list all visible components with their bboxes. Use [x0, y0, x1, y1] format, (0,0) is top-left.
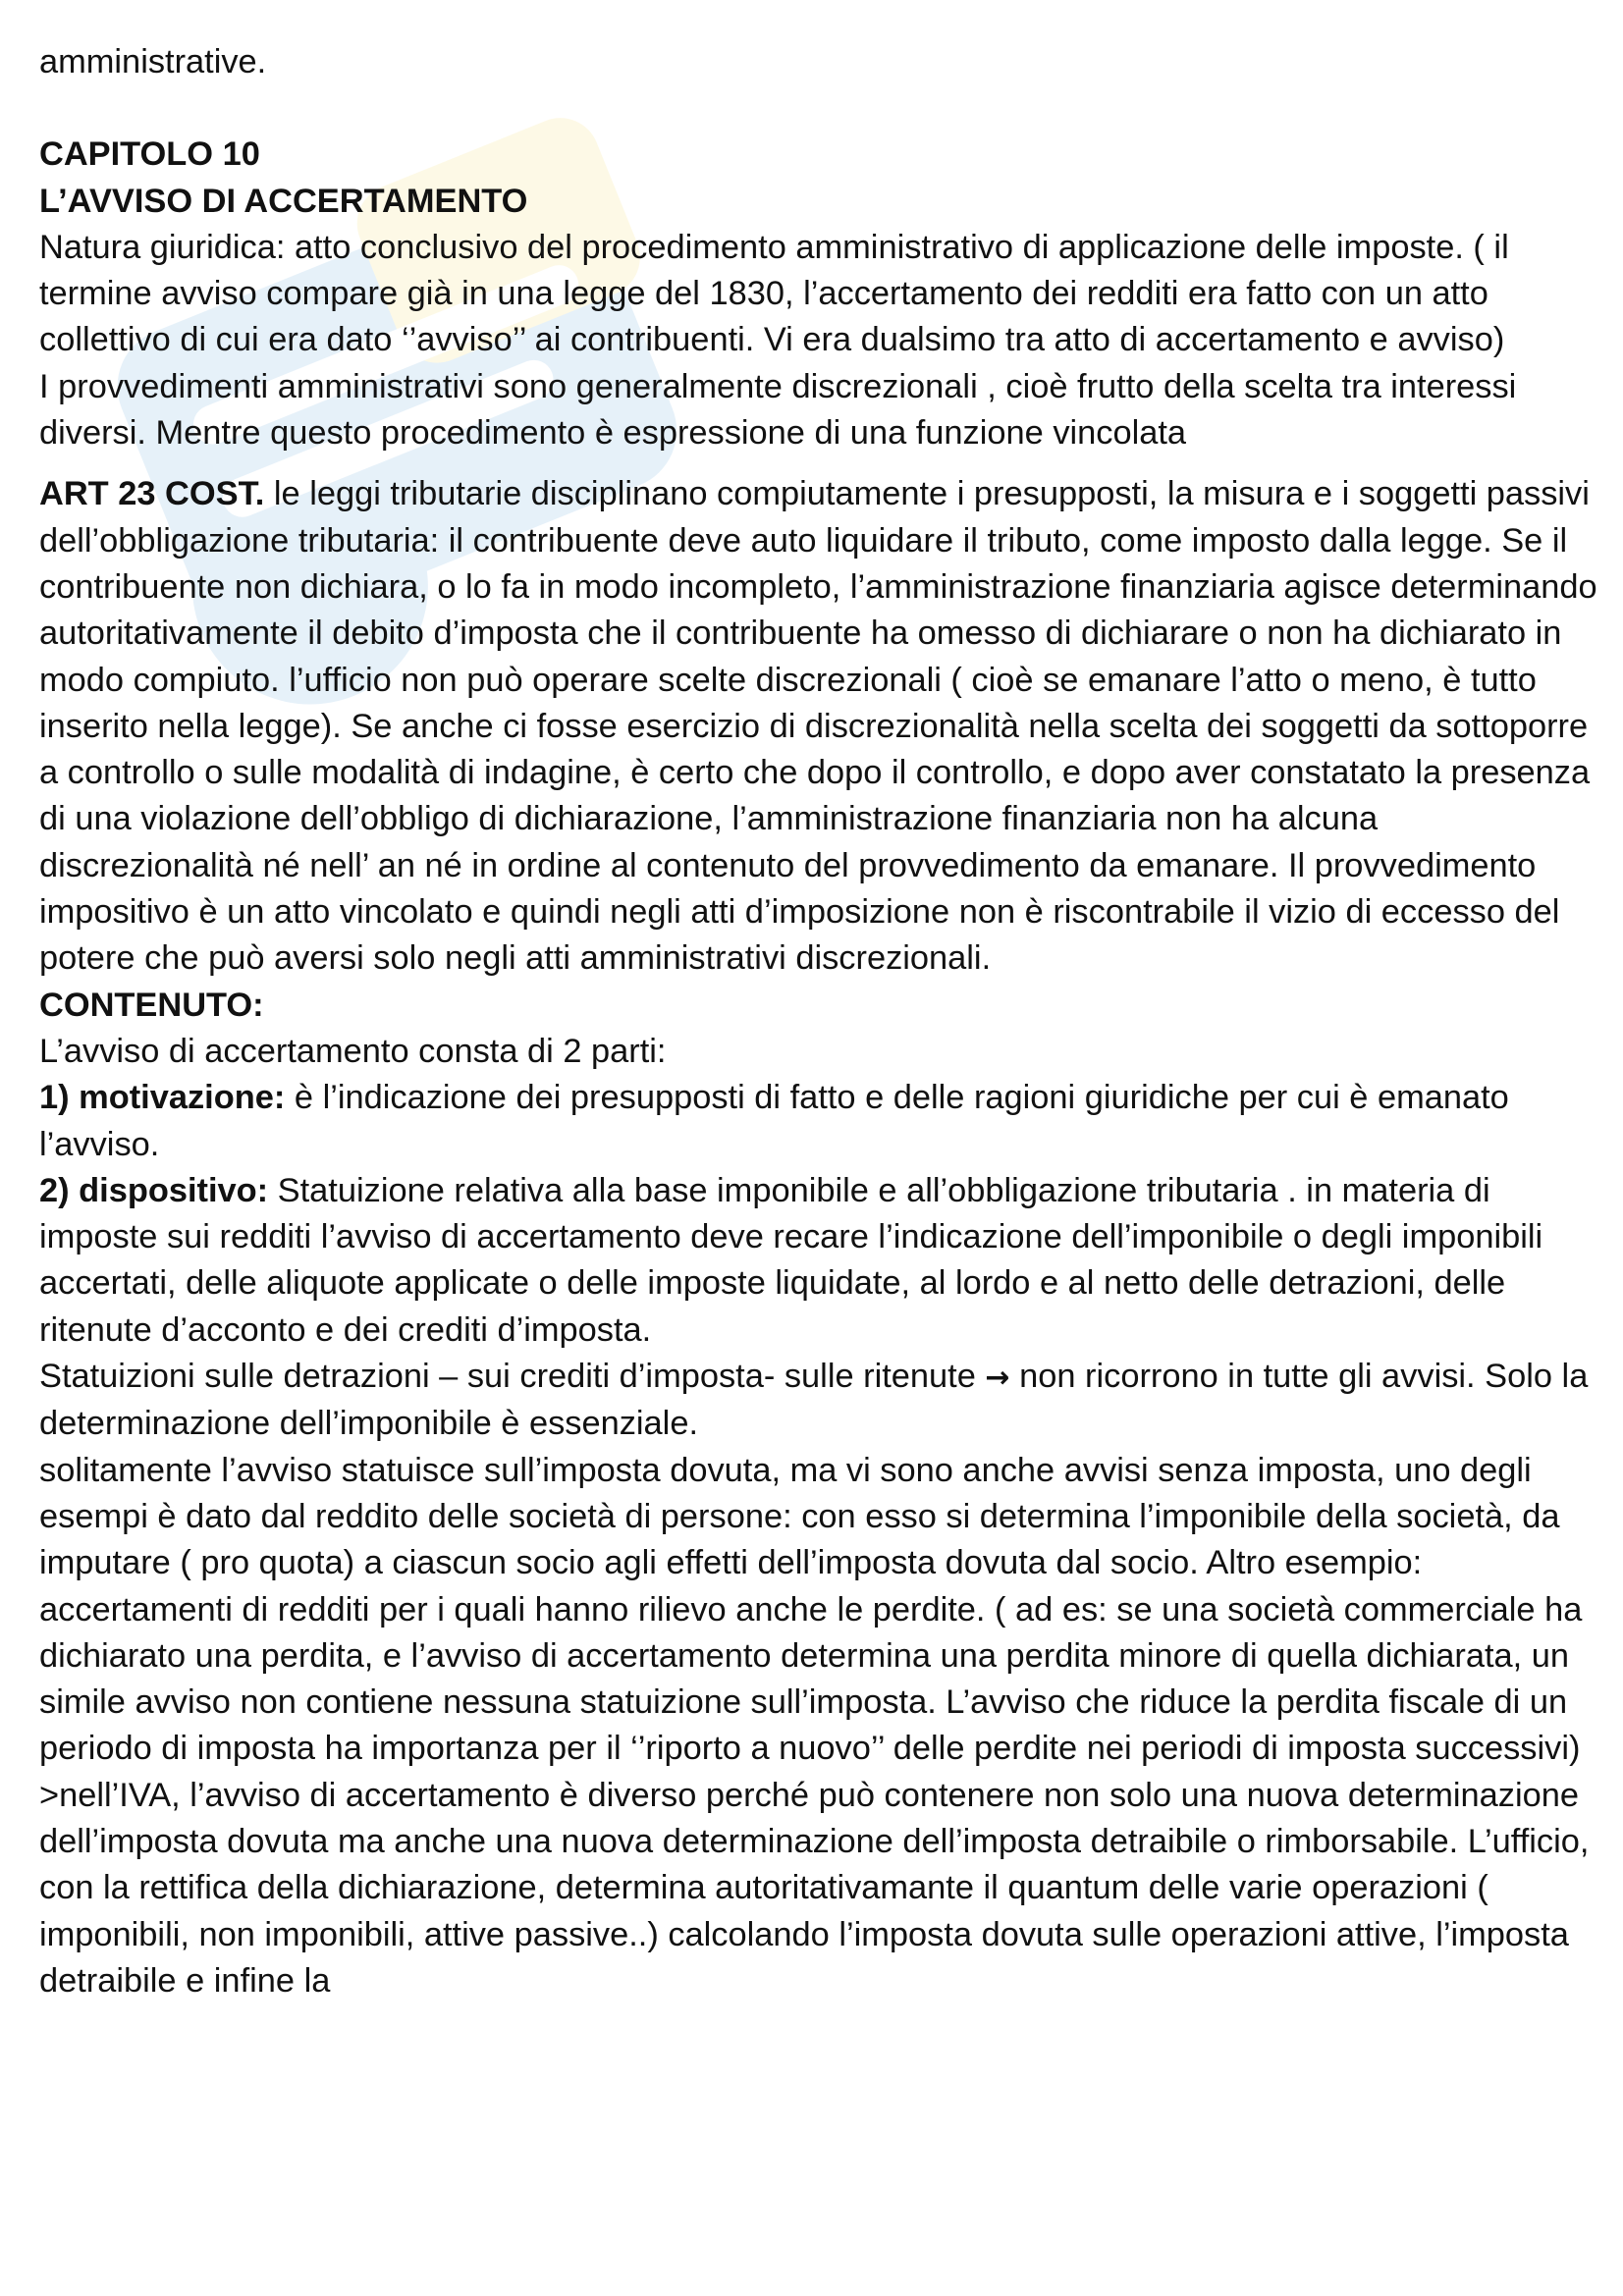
spacer	[39, 456, 1600, 471]
chapter-title: L’AVVISO DI ACCERTAMENTO	[39, 182, 528, 220]
iva-paragraph: >nell’IVA, l’avviso di accertamento è diverso perché può contenere non solo una nuova determinazione dell’imposta dovuta ma anche una nuova determinazione dell’imposta detraibile o rimborsabile. L’ufficio, con la rettifica della dichiarazione, determina autoritativamante il quantum delle varie operazioni ( imponibili, non imponibili, attive passive..) calcolando l’imposta dovuta sulle operazioni attive, l’imposta detraibile e infine la	[39, 1776, 1590, 2000]
intro-line: amministrative.	[39, 43, 267, 80]
art23-paragraph	[39, 471, 1600, 982]
art23-text: le leggi tributarie disciplinano compiutamente i presupposti, la misura e i soggetti passivi dell’obbligazione tributaria: il contribuente deve auto liquidare il tributo, come imposto dalla legge. Se il contribuente non dichiara, o lo fa in modo incompleto, l’amministrazione finanziaria agisce determinando autoritativamente il debito d’imposta che il contribuente ha omesso di dichiarare o non ha dichiarato in modo compiuto. l’ufficio non può operare scelte discrezionali ( cioè se emanare l’atto o meno, è tutto inserito nella legge). Se anche ci fosse esercizio di discrezionalità nella scelta dei soggetti da sottoporre a controllo o sulle modalità di indagine, è certo che dopo il controllo, e dopo aver constatato la presenza di una violazione dell’obbligo di dichiarazione, l’amministrazione finanziaria non ha alcuna discrezionalità né nell’ an né in ordine al contenuto del provvedimento da emanare. Il provvedimento impositivo è un atto vincolato e quindi negli atti d’imposizione non è riscontrabile il vizio di eccesso del potere che può aversi solo negli atti amministrativi discrezionali.	[39, 475, 1597, 978]
statuizioni-before: Statuizioni sulle detrazioni – sui crediti d’imposta- sulle ritenute	[39, 1358, 986, 1396]
document-page	[39, 39, 1600, 2004]
nature-paragraph: Natura giuridica: atto conclusivo del procedimento amministrativo di applicazione delle imposte. ( il termine avviso compare già in una legge del 1830, l’accertamento dei redditi era fatto con un atto collettivo di cui era dato ‘’avviso’’ ai contribuenti. Vi era dualsimo tra atto di accertamento e avviso)	[39, 228, 1509, 359]
spacer	[39, 85, 1600, 132]
contenuto-intro: L’avviso di accertamento consta di 2 parti:	[39, 1032, 667, 1070]
art23-label: ART 23 COST.	[39, 475, 265, 513]
dispositivo-paragraph	[39, 1168, 1600, 1354]
statuizioni-paragraph	[39, 1354, 1600, 1448]
dispositivo-text: Statuizione relativa alla base imponibile e all’obbligazione tributaria . in materia di imposte sui redditi l’avviso di accertamento deve recare l’indicazione dell’imponibile o degli imponibili accertati, delle aliquote applicate o delle imposte liquidate, al lordo e al netto delle detrazioni, delle ritenute d’acconto e dei crediti d’imposta.	[39, 1171, 1543, 1349]
statuizioni-after: non ricorrono in tutte gli avvisi. Solo la determinazione dell’imponibile è essenziale.	[39, 1358, 1589, 1443]
motivazione-paragraph	[39, 1075, 1600, 1168]
solitamente-paragraph: solitamente l’avviso statuisce sull’imposta dovuta, ma vi sono anche avvisi senza imposta, uno degli esempi è dato dal reddito delle società di persone: con esso si determina l’imponibile della società, da imputare ( pro quota) a ciascun socio agli effetti dell’imposta dovuta dal socio. Altro esempio: accertamenti di redditi per i quali hanno rilievo anche le perdite. ( ad es: se una società commerciale ha dichiarato una perdita, e l’avviso di accertamento determina una perdita minore di quella dichiarata, un simile avviso non contiene nessuna statuizione sull’imposta. L’avviso che riduce la perdita fiscale di un periodo di imposta ha importanza per il ‘’riporto a nuovo’’ delle perdite nei periodi di imposta successivi)	[39, 1451, 1583, 1768]
motivazione-label: 1) motivazione:	[39, 1079, 286, 1117]
arrow-right-icon: →	[985, 1361, 1010, 1396]
chapter-label: CAPITOLO 10	[39, 135, 260, 174]
provvedimenti-paragraph: I provvedimenti amministrativi sono generalmente discrezionali , cioè frutto della scelta tra interessi diversi. Mentre questo procedimento è espressione di una funzione vincolata	[39, 367, 1517, 453]
contenuto-heading: CONTENUTO:	[39, 986, 264, 1024]
dispositivo-label: 2) dispositivo:	[39, 1171, 269, 1209]
motivazione-text: è l’indicazione dei presupposti di fatto e delle ragioni giuridiche per cui è emanato l’avviso.	[39, 1079, 1509, 1163]
